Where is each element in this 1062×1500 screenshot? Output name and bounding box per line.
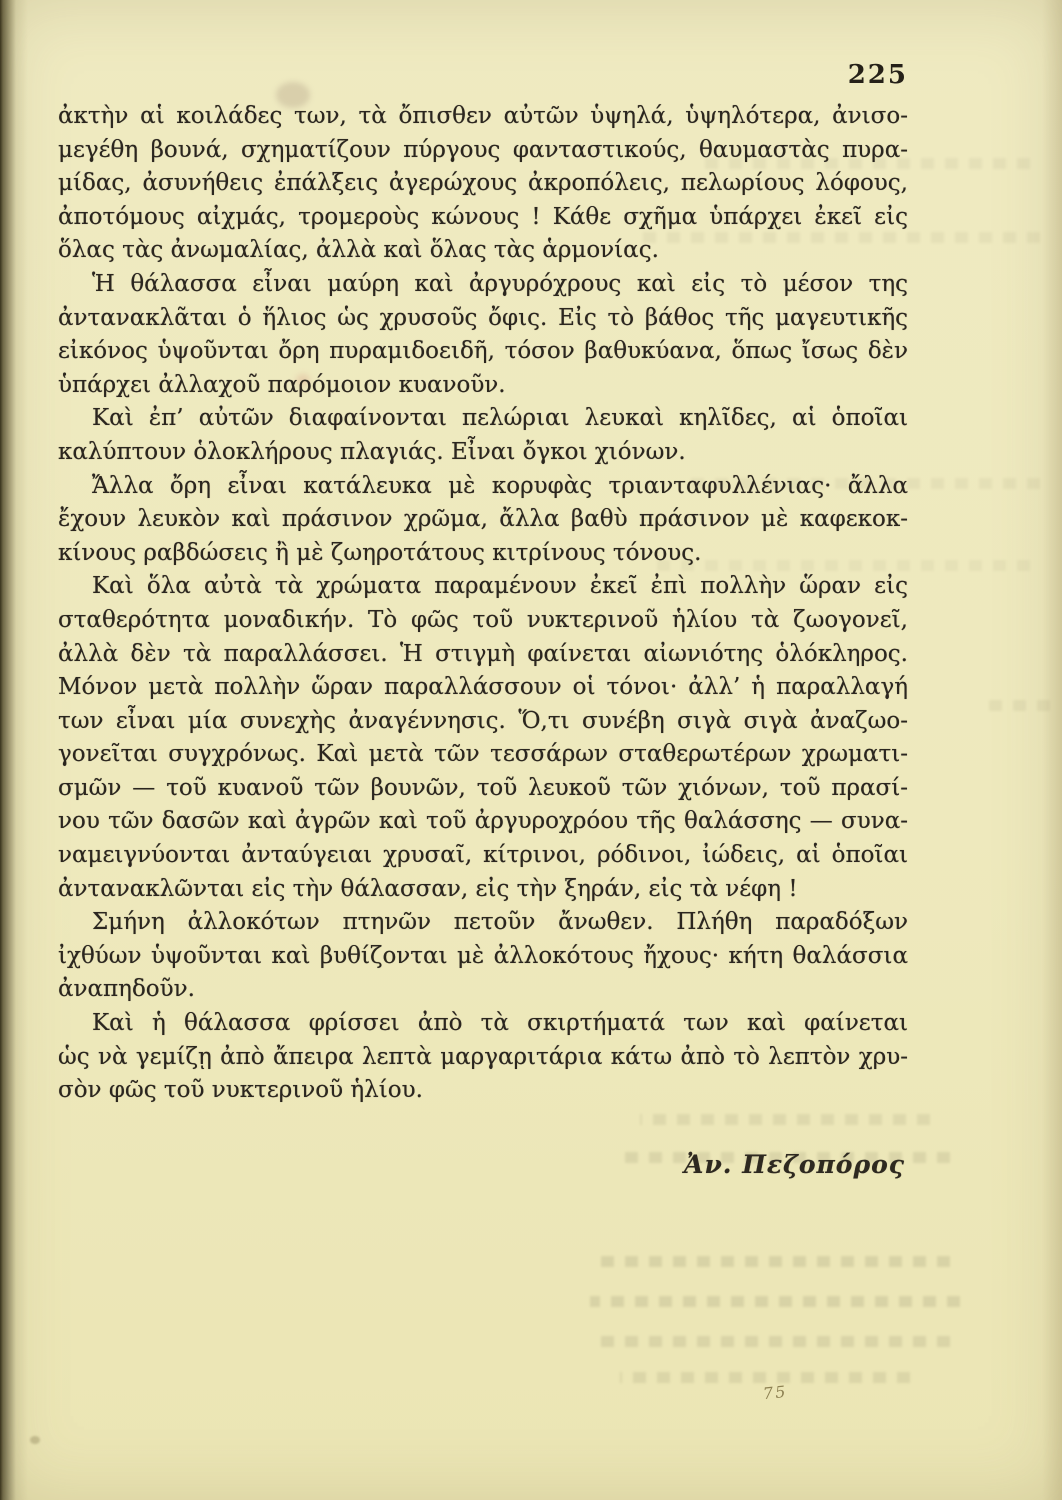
page-number: 225	[847, 60, 908, 90]
text-line: ὡς νὰ γεμίζῃ ἀπὸ ἄπειρα λεπτὰ μαργαριτάρια κάτω ἀπὸ τὸ λεπτὸν χρυ-	[58, 1043, 908, 1070]
page-edge-shading	[1042, 0, 1062, 1500]
paper-smudge	[30, 1436, 40, 1444]
text-line: νου τῶν δασῶν καὶ ἀγρῶν καὶ τοῦ ἀργυροχρόου τῆς θαλάσσης — συνα-	[58, 808, 908, 835]
text-line: εἰκόνος ὑψοῦνται ὄρη πυραμιδοειδῆ, τόσον βαθυκύανα, ὅπως ἴσως δὲν	[58, 338, 908, 365]
author-signature: Ἀν. Πεζοπόρος	[684, 1150, 905, 1179]
text-line: ἰχθύων ὑψοῦνται καὶ βυθίζονται μὲ ἀλλοκότους ἤχους· κήτη θαλάσσια	[58, 942, 908, 969]
text-line: ἀντανακλῶνται εἰς τὴν θάλασσαν, εἰς τὴν ξηράν, εἰς τὰ νέφη !	[58, 875, 798, 902]
text-line: μεγέθη βουνά, σχηματίζουν πύργους φανταστικούς, θαυμαστὰς πυρα-	[58, 136, 908, 163]
bleedthrough-line	[600, 1256, 950, 1267]
bleedthrough-line	[640, 1114, 930, 1125]
gutter-shadow	[0, 0, 28, 1500]
text-line: μίδας, ἀσυνήθεις ἐπάλξεις ἀγερώχους ἀκροπόλεις, πελωρίους λόφους,	[58, 170, 908, 197]
text-line: κίνους ραβδώσεις ἢ μὲ ζωηροτάτους κιτρίνους τόνους.	[58, 539, 702, 566]
text-line: Μόνον μετὰ πολλὴν ὥραν παραλλάσσουν οἱ τόνοι· ἀλλ’ ἡ παραλλαγή	[58, 674, 908, 701]
text-line: Καὶ ἡ θάλασσα φρίσσει ἀπὸ τὰ σκιρτήματά των καὶ φαίνεται	[92, 1010, 908, 1037]
text-line: Ἡ θάλασσα εἶναι μαύρη καὶ ἀργυρόχρους καὶ εἰς τὸ μέσον της	[92, 270, 908, 297]
text-line: σὸν φῶς τοῦ νυκτερινοῦ ἡλίου.	[58, 1077, 423, 1104]
text-line: ὅλας τὰς ἀνωμαλίας, ἀλλὰ καὶ ὅλας τὰς ἁρμονίας.	[58, 237, 659, 264]
text-line: γονεῖται συγχρόνως. Καὶ μετὰ τῶν τεσσάρων σταθερωτέρων χρωματι-	[58, 741, 908, 768]
text-line: ἀλλὰ δὲν τὰ παραλλάσσει. Ἡ στιγμὴ φαίνεται αἰωνιότης ὁλόκληρος.	[58, 640, 908, 667]
text-line: Ἄλλα ὄρη εἶναι κατάλευκα μὲ κορυφὰς τριανταφυλλένιας· ἄλλα	[92, 472, 908, 499]
text-line: ἀκτὴν αἱ κοιλάδες των, τὰ ὄπισθεν αὐτῶν ὑψηλά, ὑψηλότερα, ἀνισο-	[58, 103, 908, 129]
bleedthrough-line	[980, 700, 1050, 711]
text-line: Σμήνη ἀλλοκότων πτηνῶν πετοῦν ἄνωθεν. Πλήθη παραδόξων	[92, 909, 908, 936]
body-text	[58, 100, 908, 1108]
text-line: ἀποτόμους αἰχμάς, τρομεροὺς κώνους ! Κάθε σχῆμα ὑπάρχει ἐκεῖ εἰς	[58, 203, 908, 230]
footer-mark: 75	[762, 1381, 789, 1404]
text-line: καλύπτουν ὁλοκλήρους πλαγιάς. Εἶναι ὄγκοι χιόνων.	[58, 438, 686, 465]
text-line: ναμειγνύονται ἀνταύγειαι χρυσαῖ, κίτρινοι, ρόδινοι, ἰώδεις, αἱ ὁποῖαι	[58, 842, 908, 869]
text-line: Καὶ ἐπ’ αὐτῶν διαφαίνονται πελώριαι λευκαὶ κηλῖδες, αἱ ὁποῖαι	[92, 405, 908, 432]
text-line: σταθερότητα μοναδικήν. Τὸ φῶς τοῦ νυκτερινοῦ ἡλίου τὰ ζωογονεῖ,	[58, 606, 908, 633]
text-line: ὑπάρχει ἀλλαχοῦ παρόμοιον κυανοῦν.	[58, 371, 506, 398]
text-line: Καὶ ὅλα αὐτὰ τὰ χρώματα παραμένουν ἐκεῖ ἐπὶ πολλὴν ὥραν εἰς	[92, 573, 908, 600]
bleedthrough-line	[590, 1296, 960, 1307]
text-line: ἀντανακλᾶται ὁ ἥλιος ὡς χρυσοῦς ὄφις. Εἰς τὸ βάθος τῆς μαγευτικῆς	[58, 304, 908, 331]
text-line: σμῶν — τοῦ κυανοῦ τῶν βουνῶν, τοῦ λευκοῦ τῶν χιόνων, τοῦ πρασί-	[58, 774, 908, 801]
bleedthrough-line	[620, 1372, 910, 1383]
text-line: των εἶναι μία συνεχὴς ἀναγέννησις. Ὅ,τι συνέβη σιγὰ σιγὰ ἀναζωο-	[58, 707, 908, 734]
text-line: ἀναπηδοῦν.	[58, 976, 195, 1003]
text-line: ἔχουν λευκὸν καὶ πράσινον χρῶμα, ἄλλα βαθὺ πράσινον μὲ καφεκοκ-	[58, 506, 908, 533]
bleedthrough-line	[600, 1336, 950, 1347]
